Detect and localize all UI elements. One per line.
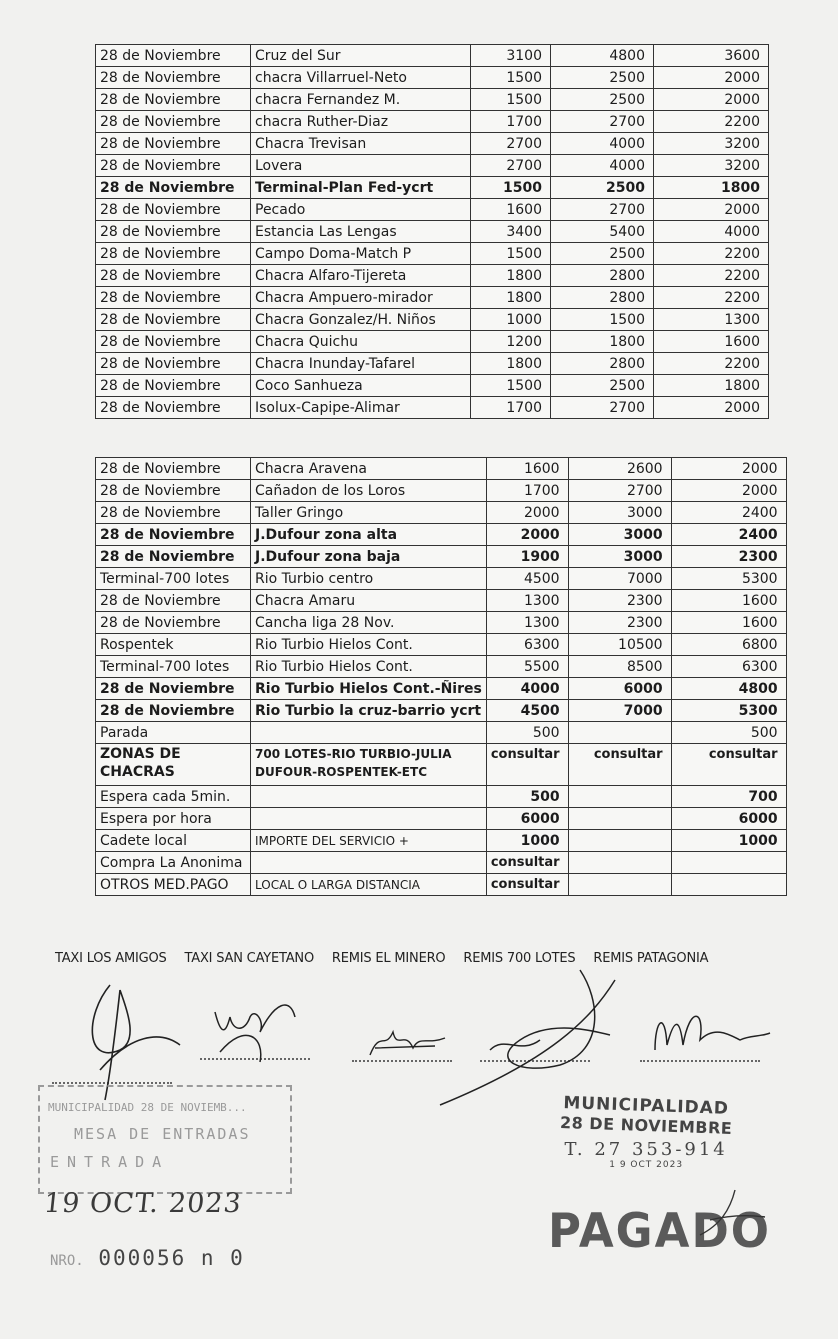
row-value-1: 1500 [471, 243, 551, 265]
fare-row [96, 45, 769, 67]
row-value-1: 1800 [471, 353, 551, 375]
fare-row [96, 111, 769, 133]
fare-row [96, 89, 769, 111]
row-value-1: 1700 [486, 480, 568, 502]
row-label: Espera cada 5min. [96, 786, 251, 808]
row-value-2: 7000 [568, 568, 671, 590]
fare-row [96, 546, 787, 568]
row-value-2: 2800 [551, 265, 654, 287]
row-origin: 28 de Noviembre [96, 199, 251, 221]
row-value-1: 1600 [486, 458, 568, 480]
row-origin: 28 de Noviembre [96, 480, 251, 502]
row-destination: Cañadon de los Loros [251, 480, 487, 502]
row-destination: Chacra Alfaro-Tijereta [251, 265, 471, 287]
row-origin: 28 de Noviembre [96, 502, 251, 524]
row-destination: chacra Ruther-Diaz [251, 111, 471, 133]
row-value-2: 4800 [551, 45, 654, 67]
row-destination [251, 786, 487, 808]
row-destination: Cancha liga 28 Nov. [251, 612, 487, 634]
row-value-3: 2000 [654, 397, 769, 419]
row-value-2: 2800 [551, 353, 654, 375]
row-value-1: 1900 [486, 546, 568, 568]
row-value-1: 3400 [471, 221, 551, 243]
fare-row [96, 590, 787, 612]
row-value-2: 3000 [568, 524, 671, 546]
row-destination: Isolux-Capipe-Alimar [251, 397, 471, 419]
otros-row [96, 874, 787, 896]
row-value-3: 1600 [671, 590, 786, 612]
row-value-3: 1000 [671, 830, 786, 852]
signers-row [55, 951, 775, 966]
row-value-3 [671, 852, 786, 874]
row-value-3: 500 [671, 722, 786, 744]
row-origin: 28 de Noviembre [96, 700, 251, 722]
row-value-3: 1600 [671, 612, 786, 634]
fare-row [96, 309, 769, 331]
row-value-3: 2200 [654, 243, 769, 265]
fare-row [96, 155, 769, 177]
row-value-1: 2700 [471, 133, 551, 155]
fare-row [96, 243, 769, 265]
row-value-3: 2000 [671, 458, 786, 480]
row-value-2: 2800 [551, 287, 654, 309]
row-value-2: 2300 [568, 612, 671, 634]
row-destination: Cruz del Sur [251, 45, 471, 67]
row-destination: Rio Turbio Hielos Cont. [251, 656, 487, 678]
row-value-1: consultar [486, 874, 568, 896]
row-value-1: 1600 [471, 199, 551, 221]
row-value-1: 2700 [471, 155, 551, 177]
row-origin: 28 de Noviembre [96, 375, 251, 397]
row-value-1: 1800 [471, 265, 551, 287]
row-value-1: 500 [486, 786, 568, 808]
row-value-2: 2500 [551, 89, 654, 111]
row-value-1: 1000 [486, 830, 568, 852]
fare-row [96, 502, 787, 524]
signer-name: REMIS 700 LOTES [463, 951, 576, 966]
municipal-stamp [559, 1093, 733, 1170]
row-value-1: 500 [486, 722, 568, 744]
row-destination: Taller Gringo [251, 502, 487, 524]
row-value-1: 2000 [486, 502, 568, 524]
row-value-3: 1800 [654, 177, 769, 199]
row-destination [251, 808, 487, 830]
row-value-1: 1500 [471, 67, 551, 89]
fare-row [96, 397, 769, 419]
row-origin: 28 de Noviembre [96, 458, 251, 480]
stamp-line: MESA DE ENTRADAS [74, 1125, 251, 1143]
row-value-3: 1800 [654, 375, 769, 397]
fare-row [96, 287, 769, 309]
row-value-2: 2500 [551, 177, 654, 199]
row-value-3: 2000 [654, 89, 769, 111]
row-origin: 28 de Noviembre [96, 155, 251, 177]
row-destination: Rio Turbio la cruz-barrio ycrt [251, 700, 487, 722]
row-label: Parada [96, 722, 251, 744]
paid-stamp-scribble [690, 1185, 770, 1245]
row-value-3: 2200 [654, 287, 769, 309]
fare-table-2-body [96, 458, 787, 722]
stamp-number [50, 1246, 245, 1270]
row-value-3: 4800 [671, 678, 786, 700]
row-origin: 28 de Noviembre [96, 612, 251, 634]
row-value-3: 5300 [671, 568, 786, 590]
fare-row [96, 612, 787, 634]
row-value-1: 6000 [486, 808, 568, 830]
fare-row [96, 375, 769, 397]
stamp-line: 28 DE NOVIEMBRE [559, 1112, 733, 1139]
row-value-2 [568, 786, 671, 808]
row-destination: Pecado [251, 199, 471, 221]
fare-table-1-body [96, 45, 769, 419]
row-value-3: 2400 [671, 524, 786, 546]
fare-row [96, 568, 787, 590]
row-destination: Chacra Trevisan [251, 133, 471, 155]
stamp-line: T. 27 353-914 [564, 1139, 728, 1160]
row-value-1: 1500 [471, 375, 551, 397]
row-destination: Rio Turbio Hielos Cont. [251, 634, 487, 656]
row-origin: 28 de Noviembre [96, 221, 251, 243]
row-value-2: 8500 [568, 656, 671, 678]
row-origin: 28 de Noviembre [96, 331, 251, 353]
stamp-line: 1 9 OCT 2023 [609, 1160, 684, 1170]
cadete-row [96, 830, 787, 852]
row-destination: Estancia Las Lengas [251, 221, 471, 243]
compra-row [96, 852, 787, 874]
row-value-3: 4000 [654, 221, 769, 243]
row-destination: chacra Villarruel-Neto [251, 67, 471, 89]
row-destination: chacra Fernandez M. [251, 89, 471, 111]
row-value-2: 2500 [551, 243, 654, 265]
row-origin: Terminal-700 lotes [96, 656, 251, 678]
row-value-3: consultar [671, 744, 786, 786]
row-value-1: 1800 [471, 287, 551, 309]
fare-row [96, 177, 769, 199]
zonas-row [96, 744, 787, 786]
parada-row [96, 722, 787, 744]
signer-name: TAXI LOS AMIGOS [55, 951, 167, 966]
row-value-2: 2700 [551, 111, 654, 133]
row-value-3: 2200 [654, 265, 769, 287]
row-value-1: 3100 [471, 45, 551, 67]
row-value-3: 6800 [671, 634, 786, 656]
row-value-1: 6300 [486, 634, 568, 656]
row-destination: Chacra Amaru [251, 590, 487, 612]
signer-name: REMIS PATAGONIA [593, 951, 709, 966]
row-destination: Chacra Ampuero-mirador [251, 287, 471, 309]
row-destination: 700 LOTES-RIO TURBIO-JULIA DUFOUR-ROSPENTEK-ETC [251, 744, 487, 786]
row-destination [251, 722, 487, 744]
fare-row [96, 265, 769, 287]
row-value-2: 5400 [551, 221, 654, 243]
row-value-3: 6300 [671, 656, 786, 678]
row-value-1: 5500 [486, 656, 568, 678]
row-value-3: 2200 [654, 111, 769, 133]
row-label: Espera por hora [96, 808, 251, 830]
fare-table-2-extras [96, 722, 787, 896]
stamp-line: ENTRADA [50, 1153, 170, 1171]
signature-remis-patagonia [645, 995, 775, 1070]
row-value-3: 3200 [654, 155, 769, 177]
row-value-3: 2400 [671, 502, 786, 524]
row-origin: 28 de Noviembre [96, 243, 251, 265]
row-value-2: 3000 [568, 502, 671, 524]
row-value-1: 1000 [471, 309, 551, 331]
fare-row [96, 678, 787, 700]
fare-row [96, 199, 769, 221]
row-value-1: 2000 [486, 524, 568, 546]
espera-5min-row [96, 786, 787, 808]
fare-table-2 [95, 457, 787, 896]
paid-stamp: PAGADO [548, 1202, 772, 1259]
fare-row [96, 700, 787, 722]
row-origin: 28 de Noviembre [96, 546, 251, 568]
row-value-2: 7000 [568, 700, 671, 722]
stamp-line: MUNICIPALIDAD [563, 1093, 730, 1119]
row-value-2: 2500 [551, 375, 654, 397]
row-origin: 28 de Noviembre [96, 177, 251, 199]
row-destination: Lovera [251, 155, 471, 177]
row-origin: 28 de Noviembre [96, 111, 251, 133]
row-value-2: 2500 [551, 67, 654, 89]
row-value-3: 3600 [654, 45, 769, 67]
row-value-3: 2000 [654, 67, 769, 89]
row-destination: LOCAL O LARGA DISTANCIA [251, 874, 487, 896]
row-destination: Campo Doma-Match P [251, 243, 471, 265]
row-destination [251, 852, 487, 874]
row-label: ZONAS DE CHACRAS [96, 744, 251, 786]
espera-hora-row [96, 808, 787, 830]
row-origin: 28 de Noviembre [96, 524, 251, 546]
row-destination: Chacra Inunday-Tafarel [251, 353, 471, 375]
row-value-2: 4000 [551, 133, 654, 155]
row-value-2 [568, 852, 671, 874]
fare-row [96, 458, 787, 480]
row-origin: 28 de Noviembre [96, 397, 251, 419]
row-value-1: consultar [486, 744, 568, 786]
row-value-3: 700 [671, 786, 786, 808]
row-value-1: 1700 [471, 397, 551, 419]
row-value-1: 1500 [471, 89, 551, 111]
row-value-2 [568, 722, 671, 744]
row-value-1: 1300 [486, 590, 568, 612]
row-destination: Chacra Quichu [251, 331, 471, 353]
signer-name: REMIS EL MINERO [331, 951, 446, 966]
fare-row [96, 656, 787, 678]
row-origin: 28 de Noviembre [96, 353, 251, 375]
row-destination: Coco Sanhueza [251, 375, 471, 397]
row-destination: Rio Turbio centro [251, 568, 487, 590]
row-origin: Rospentek [96, 634, 251, 656]
row-origin: 28 de Noviembre [96, 590, 251, 612]
row-value-2: 6000 [568, 678, 671, 700]
row-origin: 28 de Noviembre [96, 67, 251, 89]
signature-taxi-san-cayetano [205, 992, 305, 1067]
fare-row [96, 133, 769, 155]
row-value-1: 1300 [486, 612, 568, 634]
row-destination: IMPORTE DEL SERVICIO + [251, 830, 487, 852]
row-value-2 [568, 874, 671, 896]
row-value-3: 1300 [654, 309, 769, 331]
row-value-2: 2700 [568, 480, 671, 502]
signer-name: TAXI SAN CAYETANO [184, 951, 314, 966]
row-value-1: consultar [486, 852, 568, 874]
row-value-2: 2700 [551, 397, 654, 419]
row-label: Compra La Anonima [96, 852, 251, 874]
row-destination: J.Dufour zona baja [251, 546, 487, 568]
row-value-2: 2700 [551, 199, 654, 221]
row-value-3: 1600 [654, 331, 769, 353]
row-destination: J.Dufour zona alta [251, 524, 487, 546]
row-label: Cadete local [96, 830, 251, 852]
row-value-3: 2200 [654, 353, 769, 375]
row-value-2 [568, 830, 671, 852]
row-origin: 28 de Noviembre [96, 678, 251, 700]
row-origin: 28 de Noviembre [96, 45, 251, 67]
row-value-3: 6000 [671, 808, 786, 830]
row-origin: Terminal-700 lotes [96, 568, 251, 590]
stamp-date: 19 OCT. 2023 [42, 1188, 244, 1219]
row-value-2: 1500 [551, 309, 654, 331]
row-origin: 28 de Noviembre [96, 265, 251, 287]
row-value-1: 1500 [471, 177, 551, 199]
fare-row [96, 331, 769, 353]
row-value-2 [568, 808, 671, 830]
fare-table-1 [95, 44, 769, 419]
row-value-1: 4500 [486, 700, 568, 722]
row-value-1: 4500 [486, 568, 568, 590]
signature-remis-700-lotes [430, 960, 640, 1110]
row-value-1: 4000 [486, 678, 568, 700]
row-value-3: 3200 [654, 133, 769, 155]
fare-row [96, 524, 787, 546]
row-value-1: 1700 [471, 111, 551, 133]
row-destination: Rio Turbio Hielos Cont.-Ñires [251, 678, 487, 700]
row-value-3: 2300 [671, 546, 786, 568]
row-value-3 [671, 874, 786, 896]
row-value-2: 2300 [568, 590, 671, 612]
row-value-2: 1800 [551, 331, 654, 353]
row-origin: 28 de Noviembre [96, 133, 251, 155]
stamp-line: MUNICIPALIDAD 28 DE NOVIEMB... [48, 1101, 247, 1114]
fare-row [96, 67, 769, 89]
stamp-number-value: 000056 n 0 [98, 1246, 245, 1270]
row-value-2: 3000 [568, 546, 671, 568]
row-value-3: 2000 [654, 199, 769, 221]
fare-row [96, 480, 787, 502]
row-destination: Chacra Aravena [251, 458, 487, 480]
row-value-1: 1200 [471, 331, 551, 353]
fare-row [96, 353, 769, 375]
fare-row [96, 221, 769, 243]
row-value-2: consultar [568, 744, 671, 786]
row-value-3: 2000 [671, 480, 786, 502]
row-origin: 28 de Noviembre [96, 309, 251, 331]
fare-row [96, 634, 787, 656]
row-value-3: 5300 [671, 700, 786, 722]
row-value-2: 10500 [568, 634, 671, 656]
row-label: OTROS MED.PAGO [96, 874, 251, 896]
reception-stamp [38, 1085, 292, 1194]
row-value-2: 2600 [568, 458, 671, 480]
row-value-2: 4000 [551, 155, 654, 177]
row-destination: Chacra Gonzalez/H. Niños [251, 309, 471, 331]
row-destination: Terminal-Plan Fed-ycrt [251, 177, 471, 199]
row-origin: 28 de Noviembre [96, 89, 251, 111]
row-origin: 28 de Noviembre [96, 287, 251, 309]
stamp-number-label: NRO. [50, 1253, 84, 1269]
